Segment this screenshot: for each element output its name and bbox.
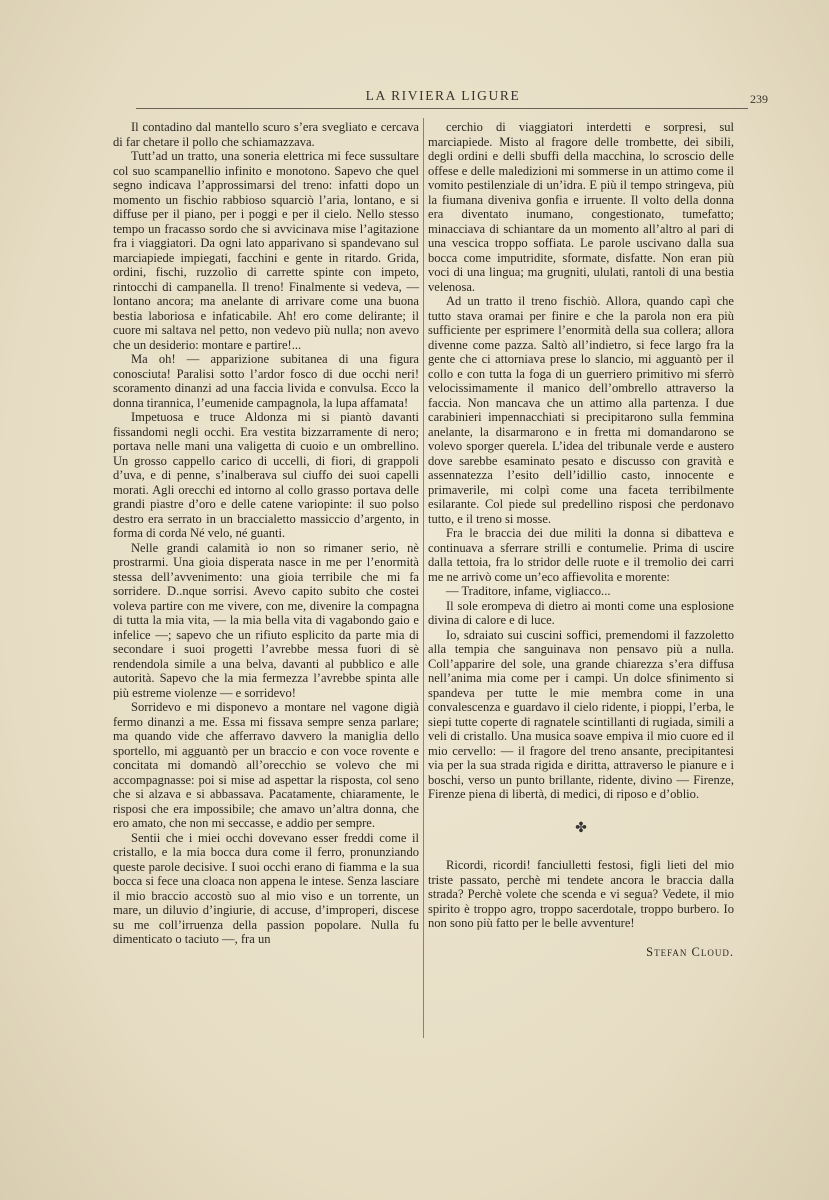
- page-header: [118, 88, 768, 110]
- envoi: [428, 858, 734, 931]
- paragraph: Il sole erompeva di dietro ai monti come una esplosione divina di calore e di luce.: [428, 598, 734, 627]
- paragraph: Nelle grandi calamità io non so rimaner serio, nè prostrarmi. Una gioia disperata nasce in me per l’enormità stessa dell’avvenimento: una gioia terribile che mi fa sorridere. D..nque sorrisi. Avevo capito subito che costei voleva partire con me vivere, con me, divenire la compagna di tutta la mia vita, — la mia bella vita di vagabondo gaio e infelice —; sapevo che un rifiuto esplicito da parte mia di secondare i suoi progetti l’avrebbe messa fuori di sè rendendola simile a una belva, davanti al pubblico e alle autorità. Sapevo che la mia fermezza l’avrebbe spinta alle più estreme violenze — e sorridevo!: [113, 540, 419, 700]
- paragraph: Sentii che i miei occhi dovevano esser freddi come il cristallo, e la mia bocca dura come il ferro, pronunziando queste parole decisive. I suoi occhi erano di fiamma e la sua bocca si fece una cloaca non appena le intese. Senza lasciare il mio braccio accostò suo al mio viso e un torrente, un mare, un diluvio d’ingiurie, di accuse, d’improperi, discese su me coll’irruenza della passion popolare. Nulla fu dimenticato o taciuto —, fra un: [113, 830, 419, 946]
- header-rule: [136, 108, 748, 109]
- quoted-line: — Traditore, infame, vigliacco...: [446, 584, 611, 598]
- paragraph: Io, sdraiato sui cuscini soffici, premendomi il fazzoletto alla tempia che sanguinava non pensavo più a nulla. Coll’apparire del sole, una grande chiarezza s’era diffusa nell’anima mia come per i campi. Un dolce sfinimento si spandeva per tutte le mie membra come in una convalescenza e guardavo il cielo ridente, i pioppi, l’erba, le siepi tutte coperte di ragnatele scintillanti di rugiada, simili a veli di cristallo. Una musica soave empiva il mio cuore ed il mio cervello: — il fragore del treno ansante, precipitantesi via per la sua strada rigida e diritta, attraverso le pianure e i boschi, verso un punto brillante, ridente, divino — Firenze, Firenze piena di libertà, di medici, di riposo e d’oblio.: [428, 627, 734, 801]
- paragraph: Ad un tratto il treno fischiò. Allora, quando capì che tutto stava oramai per finire e che la parola non era più sufficiente per esprimere l’enormità della sua collera; allora divenne come pazza. Saltò all’indietro, si fece largo fra la gente che ci attorniava prese lo slancio, mi agguantò per il collo e con tutta la foga di un guerriero primitivo mi sferrò velocissimamente il manico dell’ombrello attraverso la faccia. Non mancava che un attimo alla partenza. I due carabinieri impennacchiati si precipitarono sulla femmina anelante, la disarmarono e in fretta mi domandarono se volevo sporger querela. L’idea del tribunale verde e austero dove sarebbe esaminato pesato e discusso con gravità e assennatezza l’esito dell’idillio casto, innocente e primaverile, mi colpì come una faceta terribilmente esilarante. Col piede sul predellino risposi che perdonavo tutto, e il treno si mosse.: [428, 294, 734, 526]
- left-column: [113, 120, 419, 947]
- paragraph: Ricordi, ricordi! fanciulletti festosi, figli lieti del mio triste passato, perchè mi tendete ancora le braccia dalla strada? Perchè volete che scenda e vi segua? Vedete, il mio spirito è troppo agro, troppo sacerdotale, troppo burbero. Io non sono più fatto per le belle avventure!: [428, 858, 734, 930]
- paragraph: Sorridevo e mi disponevo a montare nel vagone digià fermo dinanzi a me. Essa mi fissava sempre senza parlare; ma quando vide che afferravo davvero la maniglia dello sportello, mi agguantò per un braccio e con voce rovente e concitata mi domandò all’orecchio se volevo che mi accompagnasse: poi si mise ad aspettar la risposta, col seno che si alzava e si abbassava. Pacatamente, chiaramente, le risposi che era impossibile; che amavo un’altra donna, che ero amato, che non mi seccasse, e addio per sempre.: [113, 700, 419, 830]
- section-ornament-icon: ✤: [575, 820, 587, 836]
- right-column: [428, 120, 734, 959]
- column-divider: [423, 118, 424, 1038]
- author-signature: Stefan Cloud.: [646, 944, 734, 959]
- paragraph: Fra le braccia dei due militi la donna si dibatteva e continuava a sferrare strilli e contumelie. Prima di uscire dalla tettoia, fra lo stridor delle ruote e il tremolio dei carri me ne arrivò come un’eco affievolita e morente:: [428, 526, 734, 584]
- paragraph: Tutt’ad un tratto, una soneria elettrica mi fece sussultare col suo scampanellio infinito e monotono. Sapevo che quel segno indicava l’approssimarsi del treno: infatti dopo un momento un fischio rabbioso squarciò l’aria, lontano, e si diffuse per il piano, per i poggi e per il cielo. Nello stesso tempo un fracasso sordo che si avvicinava mise l’agitazione fra i viaggiatori. Da ogni lato apparivano si spandevano sul marciapiede impiegati, facchini e gente in ritardo. Grida, ordini, fischi, ruzzolìo di carrette spinte con impeto, rintocchi di campanella. Il treno! Finalmente si vedeva, — lontano ancora; ma anelante di arrivare come una buona bestia laboriosa e infaticabile. Ah! ero come delirante; il cuore mi saltava nel petto, non vedevo più nulla; non avevo che un desiderio: montare e partire!...: [113, 149, 419, 352]
- paragraph: Impetuosa e truce Aldonza mi si piantò davanti fissandomi negli occhi. Era vestita bizzarramente di nero; portava nelle mani una valigetta di cuoio e un ombrellino. Un grosso cappello carico di uccelli, di fiori, di grappoli d’uva, e di penne, s’inalberava sul ciuffo dei suoi capelli morati. Agli orecchi ed intorno al collo grasso portava delle grandi piastre d’oro e delle catene variopinte: il suo polso destro era serrato in un braccialetto massiccio d’argento, in forma di corda Né velo, né guanti.: [113, 410, 419, 540]
- paragraph: Il contadino dal mantello scuro s’era svegliato e cercava di far chetare il pollo che schiamazzava.: [113, 120, 419, 149]
- paragraph: cerchio di viaggiatori interdetti e sorpresi, sul marciapiede. Misto al fragore delle trombette, dei sibili, degli ordini e delli sbuffi della macchina, lo scroscio delle offese e delle maledizioni mi sommerse in un attimo come il vomito pestilenziale di un’idra. E più il tempo stringeva, più la fiumana diveniva gonfia e irruente. Il volto della donna era diventato inumano, congestionato, tumefatto; minacciava di schiantare da un momento all’altro al pari di una vescica troppo soffiata. Le parole uscivano dalla sua bocca come imputridite, sformate, disfatte. Non eran più voci di una lingua; ma grugniti, ululati, rantoli di una bestia velenosa.: [428, 120, 734, 294]
- page-number: 239: [750, 92, 768, 106]
- running-title: LA RIVIERA LIGURE: [365, 88, 521, 103]
- paragraph: Ma oh! — apparizione subitanea di una figura conosciuta! Paralisi sotto l’ardor fosco di due occhi neri! scoramento dinanzi ad una faccia livida e convulsa. Ecco la donna tirannica, l’eumenide campagnola, la lupa affamata!: [113, 352, 419, 410]
